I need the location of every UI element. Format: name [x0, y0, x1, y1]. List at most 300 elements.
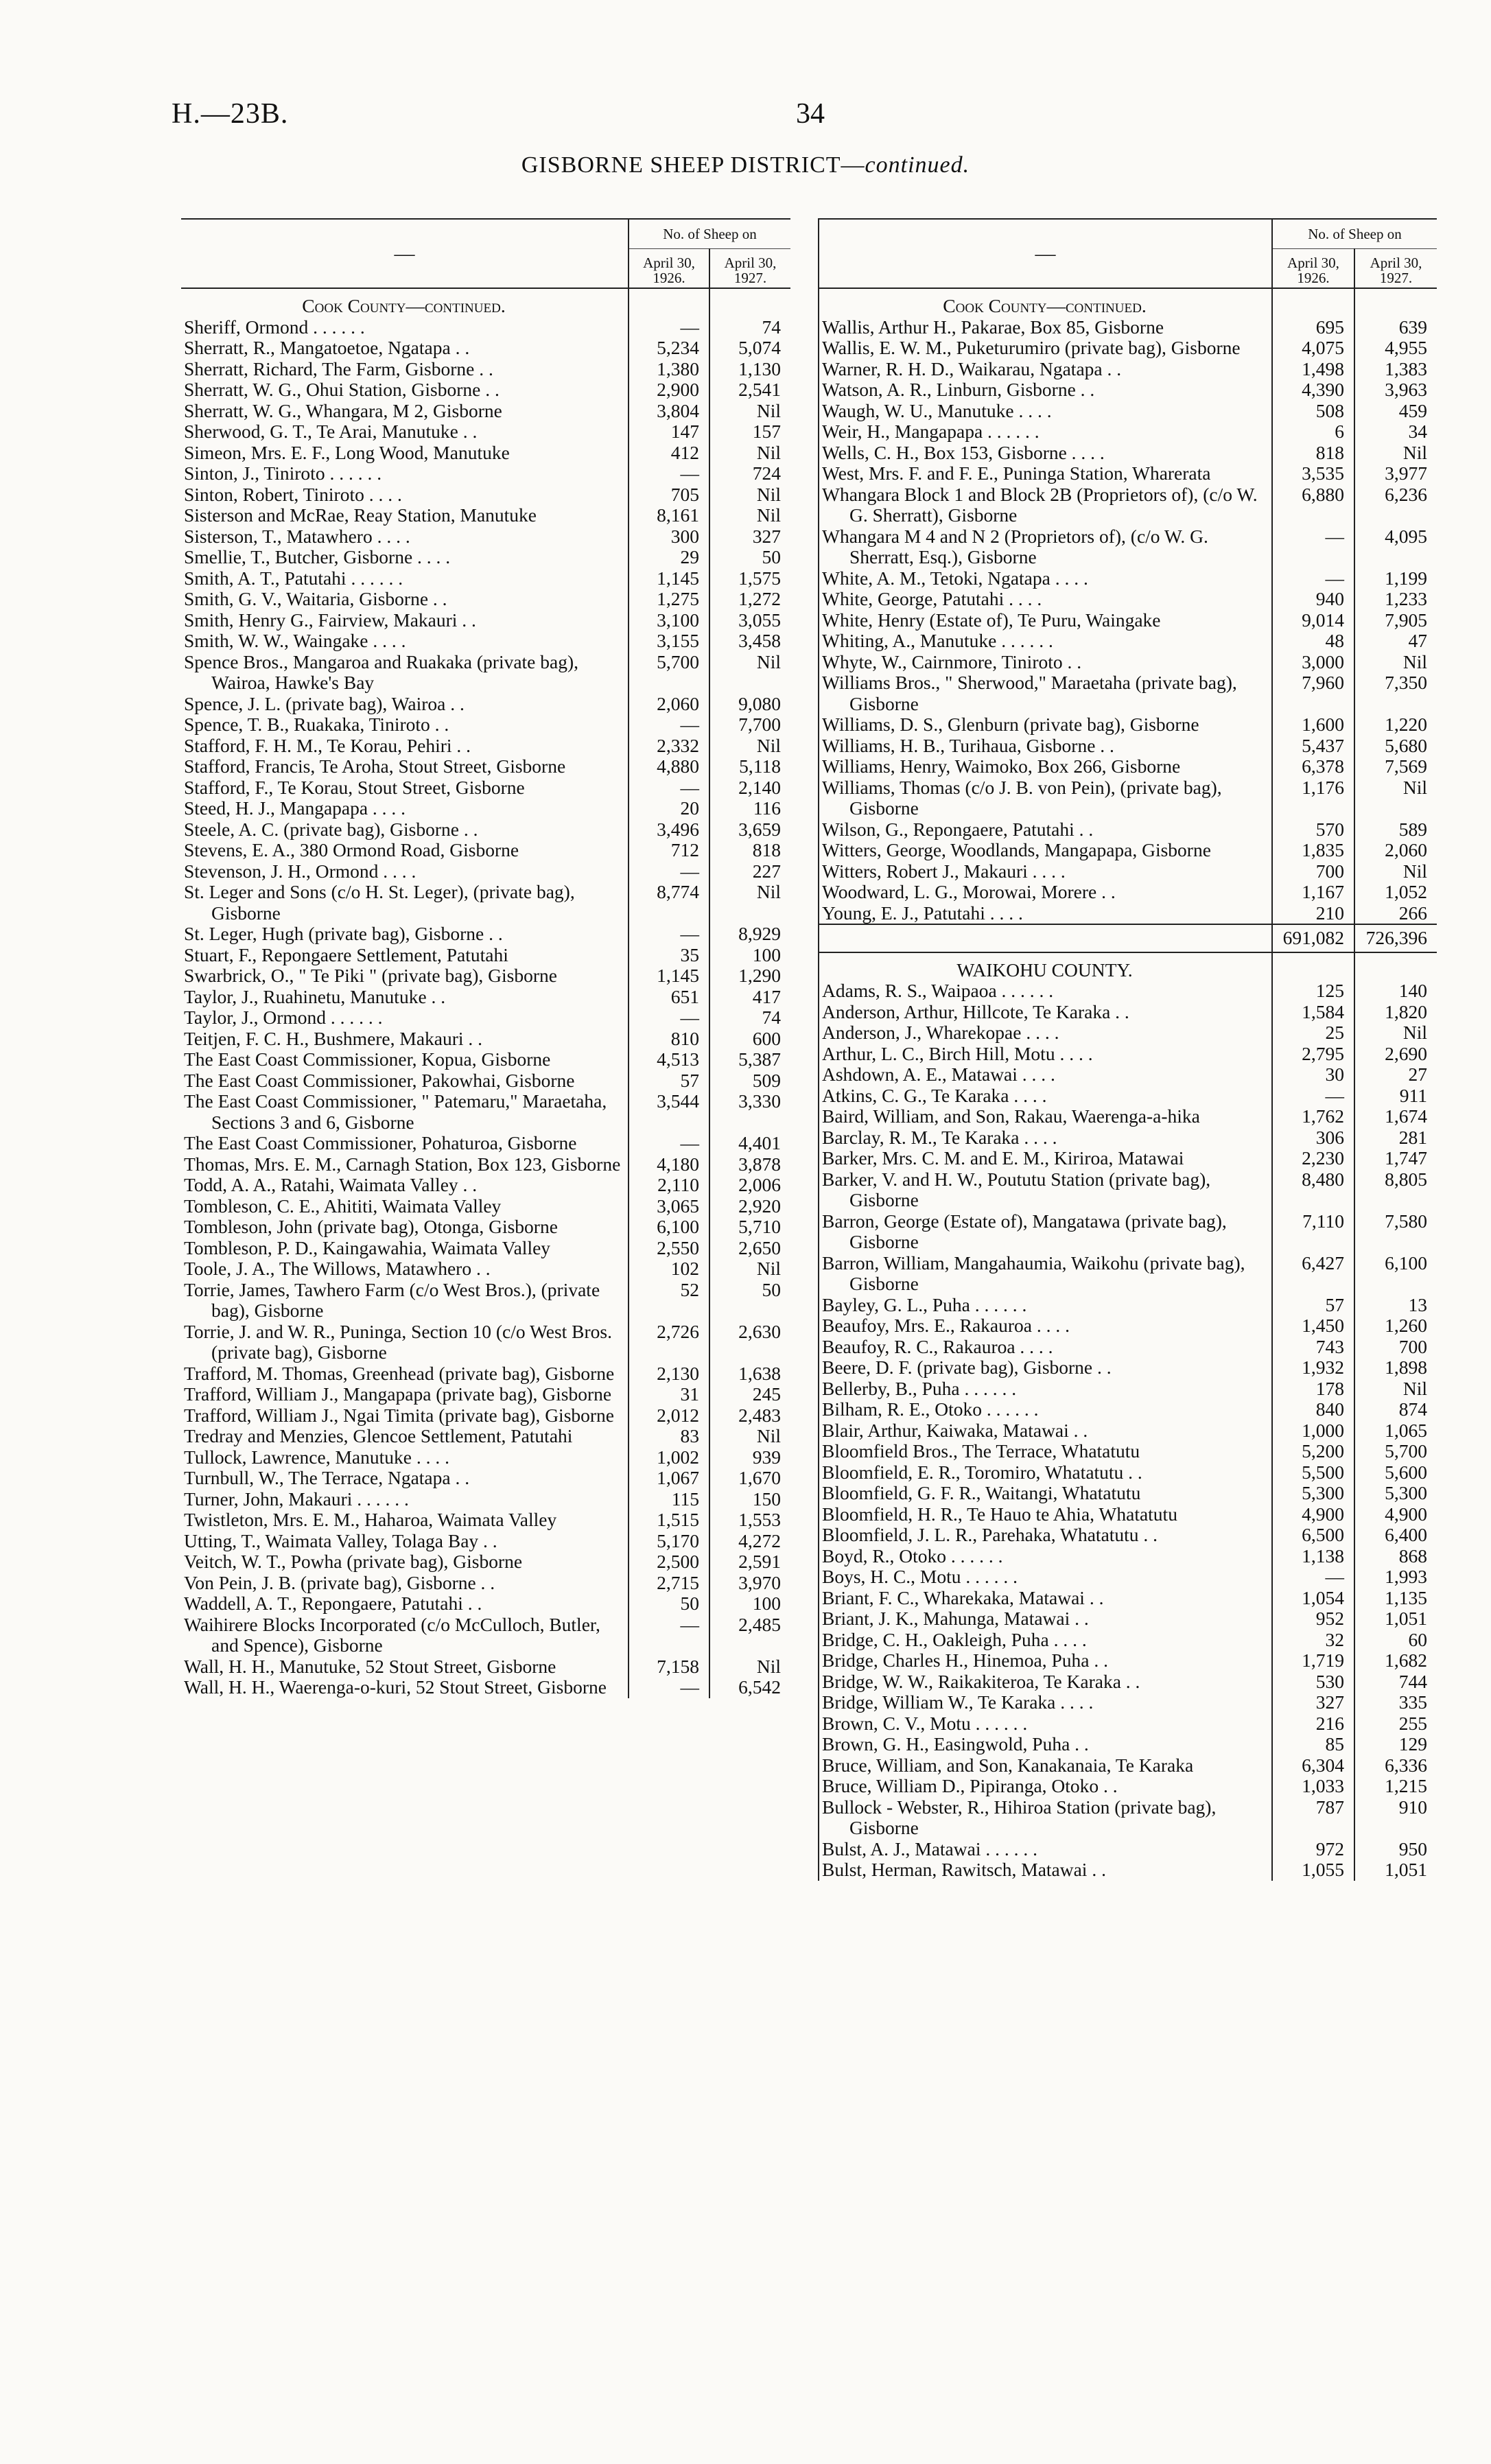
- owner-name: [819, 1169, 1272, 1211]
- table-row: [181, 1468, 790, 1489]
- table-row: [819, 1692, 1437, 1713]
- sheep-count-1926: 306: [1272, 1127, 1354, 1149]
- sheep-count-1927: 100: [709, 1593, 790, 1615]
- sheep-count-1927: Nil: [1354, 443, 1437, 464]
- sheep-count-1926: 35: [629, 945, 709, 966]
- sheep-count-1927: 3,878: [709, 1154, 790, 1175]
- table-row: [819, 1859, 1437, 1881]
- table-row: [819, 1295, 1437, 1316]
- sheep-count-1927: Nil: [709, 443, 790, 464]
- sheep-count-1926: 7,960: [1272, 672, 1354, 714]
- sheep-count-1927: Nil: [709, 882, 790, 924]
- sheep-count-1927: 3,458: [709, 631, 790, 652]
- owner-name-text: Tredray and Menzies, Glencoe Settlement, Patutahi: [184, 1425, 573, 1446]
- table-row: [819, 714, 1437, 736]
- owner-name: [819, 1127, 1272, 1149]
- sheep-count-1926: 2,230: [1272, 1148, 1354, 1169]
- table-row: [819, 589, 1437, 610]
- sheep-count-1926: 4,180: [629, 1154, 709, 1175]
- sheep-count-1926: 3,496: [629, 819, 709, 841]
- sheep-count-1927: 2,483: [709, 1405, 790, 1427]
- table-row: [181, 484, 790, 506]
- owner-name-text: Weir, H., Mangapapa . . . . . .: [822, 421, 1040, 442]
- sheep-count-1926: 5,437: [1272, 736, 1354, 757]
- sheep-count-1926: 8,161: [629, 505, 709, 526]
- table-row: [181, 443, 790, 464]
- table-row: [819, 1776, 1437, 1797]
- owner-name: [819, 317, 1272, 338]
- owner-name-text: Bruce, William, and Son, Kanakanaia, Te Karaka: [822, 1754, 1194, 1776]
- table-row: [181, 924, 790, 945]
- sheep-table-right: [819, 218, 1437, 1881]
- owner-name-text: Wilson, G., Repongaere, Patutahi . .: [822, 818, 1094, 840]
- owner-name-text: Young, E. J., Patutahi . . . .: [822, 902, 1023, 924]
- owner-name-text: Stafford, Francis, Te Aroha, Stout Street, Gisborne: [184, 755, 566, 777]
- table-row: [819, 1211, 1437, 1253]
- sheep-count-1926: 32: [1272, 1630, 1354, 1651]
- sheep-count-1926: 743: [1272, 1337, 1354, 1358]
- sheep-count-1926: 1,762: [1272, 1106, 1354, 1127]
- table-row: [181, 1615, 790, 1656]
- owner-name-text: Teitjen, F. C. H., Bushmere, Makauri . .: [184, 1027, 483, 1049]
- owner-name-text: Barker, V. and H. W., Poututu Station (private bag), Gisborne: [822, 1168, 1211, 1210]
- sheep-count-1927: 9,080: [709, 694, 790, 715]
- sheep-count-1927: 589: [1354, 819, 1437, 841]
- name-column-header: —: [394, 242, 415, 265]
- owner-name: [181, 359, 629, 380]
- sheep-count-1926: 508: [1272, 401, 1354, 422]
- table-row: [181, 463, 790, 484]
- owner-name: [181, 547, 629, 568]
- owner-name-text: Todd, A. A., Ratahi, Waimata Valley . .: [184, 1174, 478, 1195]
- sheep-count-1927: 5,600: [1354, 1462, 1437, 1483]
- table-row: [819, 610, 1437, 631]
- owner-name: [181, 945, 629, 966]
- table-row: [819, 1713, 1437, 1735]
- sheep-count-1927: 2,690: [1354, 1044, 1437, 1065]
- table-row: [819, 1839, 1437, 1860]
- sheep-count-1926: 818: [1272, 443, 1354, 464]
- sheep-count-1926: 327: [1272, 1692, 1354, 1713]
- owner-name: [819, 1462, 1272, 1483]
- sheep-count-1926: 3,535: [1272, 463, 1354, 484]
- table-row: [819, 1441, 1437, 1462]
- table-row: [181, 338, 790, 359]
- sheep-count-1926: 2,900: [629, 379, 709, 401]
- owner-name: [819, 714, 1272, 736]
- owner-name-text: Bridge, C. H., Oakleigh, Puha . . . .: [822, 1628, 1087, 1650]
- table-row: [819, 359, 1437, 380]
- sheep-count-1926: 1,835: [1272, 840, 1354, 861]
- sheep-count-1927: 8,929: [709, 924, 790, 945]
- owner-name: [819, 401, 1272, 422]
- sheep-count-1926: 2,550: [629, 1238, 709, 1259]
- owner-name-text: Stuart, F., Repongaere Settlement, Patutahi: [184, 943, 508, 965]
- owner-name: [181, 1029, 629, 1050]
- table-row: [819, 1002, 1437, 1023]
- owner-name: [819, 1650, 1272, 1671]
- sheep-count-1927: 1,135: [1354, 1588, 1437, 1609]
- owner-name: [181, 861, 629, 882]
- owner-name: [181, 1238, 629, 1259]
- sheep-count-1927: 3,977: [1354, 463, 1437, 484]
- sheep-count-1926: 840: [1272, 1399, 1354, 1420]
- sheep-count-1927: 150: [709, 1489, 790, 1510]
- sheep-count-1927: 4,955: [1354, 338, 1437, 359]
- owner-name: [181, 568, 629, 589]
- owner-name-text: Whangara M 4 and N 2 (Proprietors of), (c/o W. G. Sherratt, Esq.), Gisborne: [822, 525, 1208, 567]
- owner-name-text: Williams, H. B., Turihaua, Gisborne . .: [822, 734, 1114, 756]
- table-row: [819, 421, 1437, 443]
- owner-name: [819, 421, 1272, 443]
- owner-name: [181, 1196, 629, 1217]
- page-title-continued: continued.: [865, 152, 970, 178]
- table-row: [819, 1797, 1437, 1839]
- owner-name-text: Anderson, J., Wharekopae . . . .: [822, 1022, 1059, 1043]
- sheep-count-1927: 911: [1354, 1086, 1437, 1107]
- sheep-count-1926: 2,110: [629, 1175, 709, 1196]
- sheep-count-1926: 4,513: [629, 1049, 709, 1070]
- owner-name: [181, 589, 629, 610]
- owner-name-text: Thomas, Mrs. E. M., Carnagh Station, Box 123, Gisborne: [184, 1153, 621, 1175]
- owner-name-text: Stafford, F. H. M., Te Korau, Pehiri . .: [184, 734, 471, 756]
- sheep-count-1927: 950: [1354, 1839, 1437, 1860]
- sheep-count-1927: 639: [1354, 317, 1437, 338]
- sheep-count-1926: 2,012: [629, 1405, 709, 1427]
- right-column: [818, 218, 1437, 1881]
- sheep-count-1926: 412: [629, 443, 709, 464]
- table-row: [181, 1405, 790, 1427]
- sheep-count-1926: —: [629, 924, 709, 945]
- sheep-count-1926: 125: [1272, 981, 1354, 1002]
- owner-name: [181, 1091, 629, 1133]
- sheep-count-1926: 5,170: [629, 1531, 709, 1552]
- sheep-count-1927: 7,350: [1354, 672, 1437, 714]
- table-row: [819, 1546, 1437, 1567]
- owner-name: [181, 1384, 629, 1405]
- owner-name: [181, 1154, 629, 1175]
- sheep-count-1927: 1,820: [1354, 1002, 1437, 1023]
- owner-name: [819, 1755, 1272, 1776]
- owner-name-text: Sinton, J., Tiniroto . . . . . .: [184, 462, 382, 484]
- owner-name-text: Bloomfield, G. F. R., Waitangi, Whatatutu: [822, 1482, 1141, 1503]
- owner-name-text: Boys, H. C., Motu . . . . . .: [822, 1566, 1018, 1587]
- owner-name: [819, 1839, 1272, 1860]
- sheep-count-1926: 787: [1272, 1797, 1354, 1839]
- sheep-count-1926: 216: [1272, 1713, 1354, 1735]
- owner-name-text: Taylor, J., Ruahinetu, Manutuke . .: [184, 985, 446, 1007]
- owner-name: [819, 1211, 1272, 1253]
- sheep-count-1927: 129: [1354, 1734, 1437, 1755]
- table-row: [181, 1091, 790, 1133]
- sheep-count-1926: 4,900: [1272, 1504, 1354, 1525]
- sheep-count-1926: 85: [1272, 1734, 1354, 1755]
- table-row: [181, 694, 790, 715]
- sheep-count-1927: 1,233: [1354, 589, 1437, 610]
- sheep-count-1926: 57: [1272, 1295, 1354, 1316]
- sheep-count-1926: —: [1272, 526, 1354, 568]
- table-row: [181, 589, 790, 610]
- sheep-count-1926: 5,234: [629, 338, 709, 359]
- owner-name: [181, 736, 629, 757]
- owner-name: [181, 1070, 629, 1092]
- sheep-count-1926: 29: [629, 547, 709, 568]
- owner-name-text: Bloomfield Bros., The Terrace, Whatatutu: [822, 1440, 1140, 1462]
- owner-name-text: Bilham, R. E., Otoko . . . . . .: [822, 1398, 1039, 1420]
- table-row: [819, 819, 1437, 841]
- owner-name: [181, 338, 629, 359]
- owner-name: [181, 1175, 629, 1196]
- table-row: [819, 861, 1437, 882]
- owner-name: [819, 1671, 1272, 1693]
- owner-name-text: Smith, Henry G., Fairview, Makauri . .: [184, 609, 476, 631]
- owner-name: [181, 1573, 629, 1594]
- sheep-count-1926: 651: [629, 987, 709, 1008]
- sheep-count-1926: [629, 289, 709, 317]
- table-row: [819, 1127, 1437, 1149]
- owner-name: [819, 1420, 1272, 1442]
- sheep-count-1927: 700: [1354, 1337, 1437, 1358]
- owner-name: [181, 1615, 629, 1656]
- owner-name: [819, 1253, 1272, 1295]
- owner-name-text: Beere, D. F. (private bag), Gisborne . .: [822, 1357, 1112, 1378]
- owner-name-text: Whangara Block 1 and Block 2B (Proprietors of), (c/o W. G. Sherratt), Gisborne: [822, 483, 1258, 526]
- sheep-count-1926: 1,515: [629, 1510, 709, 1531]
- sheep-count-1927: 1,065: [1354, 1420, 1437, 1442]
- sheep-count-1926: —: [629, 777, 709, 799]
- table-row: [819, 631, 1437, 652]
- owner-name: [819, 610, 1272, 631]
- sheep-count-1927: 47: [1354, 631, 1437, 652]
- owner-name: [819, 1734, 1272, 1755]
- sheep-count-1927: 1,260: [1354, 1315, 1437, 1337]
- sheep-count-1927: [1354, 952, 1437, 981]
- sheep-count-1927: 1,993: [1354, 1567, 1437, 1588]
- table-row: [181, 1196, 790, 1217]
- total-1927: 726,396: [1354, 924, 1437, 952]
- owner-name-text: Bulst, Herman, Rawitsch, Matawai . .: [822, 1859, 1106, 1880]
- owner-name: [181, 1677, 629, 1698]
- sheep-count-1926: 6,880: [1272, 484, 1354, 526]
- table-row: [819, 1169, 1437, 1211]
- owner-name-text: St. Leger, Hugh (private bag), Gisborne . .: [184, 923, 503, 944]
- owner-name: [819, 1295, 1272, 1316]
- owner-name-text: Steele, A. C. (private bag), Gisborne . .: [184, 818, 478, 840]
- owner-name-text: Bloomfield, H. R., Te Hauo te Ahia, Whatatutu: [822, 1503, 1177, 1525]
- sheep-count-1927: 5,074: [709, 338, 790, 359]
- table-row: [181, 1175, 790, 1196]
- owner-name: [181, 1007, 629, 1029]
- sheep-count-1927: 2,920: [709, 1196, 790, 1217]
- owner-name: [181, 1551, 629, 1573]
- owner-name-text: Adams, R. S., Waipaoa . . . . . .: [822, 980, 1054, 1001]
- table-row: [181, 756, 790, 777]
- sheep-count-1927: 724: [709, 463, 790, 484]
- sheep-count-1927: 50: [709, 547, 790, 568]
- owner-name-text: The East Coast Commissioner, " Patemaru," Maraetaha, Sections 3 and 6, Gisborne: [184, 1090, 607, 1133]
- sheep-count-1927: 8,805: [1354, 1169, 1437, 1211]
- sheep-count-1926: 3,544: [629, 1091, 709, 1133]
- owner-name: [819, 861, 1272, 882]
- owner-name-text: Tullock, Lawrence, Manutuke . . . .: [184, 1446, 449, 1468]
- owner-name-text: Briant, F. C., Wharekaka, Matawai . .: [822, 1586, 1104, 1608]
- sheep-count-1926: 705: [629, 484, 709, 506]
- owner-name-text: Whyte, W., Cairnmore, Tiniroto . .: [822, 650, 1082, 672]
- table-row: [819, 338, 1437, 359]
- sheep-count-1926: 972: [1272, 1839, 1354, 1860]
- owner-name: [819, 882, 1272, 903]
- owner-name-text: Sherratt, Richard, The Farm, Gisborne . .: [184, 357, 493, 379]
- owner-name-text: Bridge, Charles H., Hinemoa, Puha . .: [822, 1650, 1109, 1671]
- sheep-count-1927: 1,575: [709, 568, 790, 589]
- sheep-count-1927: 5,387: [709, 1049, 790, 1070]
- section-heading: [181, 289, 629, 317]
- sheep-count-1926: 102: [629, 1258, 709, 1280]
- table-row: [819, 1650, 1437, 1671]
- sheep-count-1927: 1,670: [709, 1468, 790, 1489]
- sheep-count-1926: 3,065: [629, 1196, 709, 1217]
- year-1926-header: April 30, 1926.: [1272, 249, 1354, 289]
- table-row: [819, 1630, 1437, 1651]
- table-row: [181, 1258, 790, 1280]
- owner-name: [819, 1713, 1272, 1735]
- owner-name: [181, 610, 629, 631]
- owner-name-text: Barker, Mrs. C. M. and E. M., Kiriroa, Matawai: [822, 1147, 1184, 1169]
- owner-name: [819, 736, 1272, 757]
- sheep-count-1926: 5,300: [1272, 1483, 1354, 1504]
- table-row: [819, 484, 1437, 526]
- owner-name-text: Brown, G. H., Easingwold, Puha . .: [822, 1733, 1089, 1755]
- owner-name: [819, 756, 1272, 777]
- owner-name-text: Beaufoy, R. C., Rakauroa . . . .: [822, 1335, 1053, 1357]
- sheep-count-1927: 27: [1354, 1064, 1437, 1086]
- sheep-count-1926: —: [1272, 568, 1354, 589]
- sheep-count-1927: Nil: [709, 1656, 790, 1678]
- sheep-count-1927: 1,638: [709, 1363, 790, 1385]
- owner-name-text: The East Coast Commissioner, Pakowhai, Gisborne: [184, 1069, 575, 1091]
- table-row: [181, 1677, 790, 1698]
- owner-name-text: Smellie, T., Butcher, Gisborne . . . .: [184, 546, 451, 567]
- owner-name: [181, 401, 629, 422]
- table-row: [819, 1608, 1437, 1630]
- owner-name-text: Stevenson, J. H., Ormond . . . .: [184, 860, 416, 882]
- sheep-count-1926: 1,055: [1272, 1859, 1354, 1881]
- sheep-count-1926: 2,500: [629, 1551, 709, 1573]
- sheep-count-1926: 4,880: [629, 756, 709, 777]
- table-row: [819, 317, 1437, 338]
- owner-name-text: Stevens, E. A., 380 Ormond Road, Gisborne: [184, 839, 519, 860]
- table-row: [181, 505, 790, 526]
- owner-name: [181, 714, 629, 736]
- sheep-count-1926: 57: [629, 1070, 709, 1092]
- owner-name-text: Wall, H. H., Waerenga-o-kuri, 52 Stout Street, Gisborne: [184, 1676, 607, 1698]
- sheep-count-1927: 459: [1354, 401, 1437, 422]
- owner-name-text: Torrie, J. and W. R., Puninga, Section 10 (c/o West Bros. (private bag), Gisborne: [184, 1320, 612, 1363]
- sheep-count-1927: 335: [1354, 1692, 1437, 1713]
- owner-name: [181, 652, 629, 694]
- owner-name-text: Trafford, M. Thomas, Greenhead (private bag), Gisborne: [184, 1362, 615, 1384]
- owner-name: [181, 1322, 629, 1363]
- table-row: [819, 840, 1437, 861]
- sheep-count-1927: 3,330: [709, 1091, 790, 1133]
- owner-name: [819, 1441, 1272, 1462]
- sheep-count-1926: 50: [629, 1593, 709, 1615]
- owner-name: [181, 798, 629, 819]
- owner-name-text: Sinton, Robert, Tiniroto . . . .: [184, 483, 402, 505]
- sheep-count-1927: Nil: [1354, 861, 1437, 882]
- owner-name: [819, 1546, 1272, 1567]
- table-row: [181, 987, 790, 1008]
- table-row: [181, 1551, 790, 1573]
- owner-name-text: Barron, William, Mangahaumia, Waikohu (private bag), Gisborne: [822, 1252, 1245, 1294]
- owner-name-text: Boyd, R., Otoko . . . . . .: [822, 1545, 1003, 1567]
- sheep-count-1927: 157: [709, 421, 790, 443]
- table-row: [181, 1384, 790, 1405]
- sheep-count-1926: —: [629, 861, 709, 882]
- sheep-count-1926: 30: [1272, 1064, 1354, 1086]
- table-row: [181, 359, 790, 380]
- sheep-count-1927: 281: [1354, 1127, 1437, 1149]
- page-number: 34: [796, 98, 825, 130]
- sheep-count-1926: 300: [629, 526, 709, 548]
- owner-name: [819, 1692, 1272, 1713]
- owner-name-text: Steed, H. J., Mangapapa . . . .: [184, 797, 406, 819]
- sheep-count-1927: Nil: [709, 484, 790, 506]
- sheep-count-1927: 1,130: [709, 359, 790, 380]
- owner-name: [819, 1357, 1272, 1378]
- owner-name-text: Bruce, William D., Pipiranga, Otoko . .: [822, 1775, 1118, 1796]
- owner-name-text: Bridge, W. W., Raikakiteroa, Te Karaka . .: [822, 1670, 1140, 1692]
- owner-name-text: Witters, Robert J., Makauri . . . .: [822, 860, 1066, 882]
- sheep-count-1927: 266: [1354, 903, 1437, 925]
- sheep-count-1927: 1,220: [1354, 714, 1437, 736]
- sheep-count-1926: 2,726: [629, 1322, 709, 1363]
- table-row: [181, 1573, 790, 1594]
- sheep-count-1927: 1,051: [1354, 1859, 1437, 1881]
- owner-name-text: Williams, D. S., Glenburn (private bag), Gisborne: [822, 714, 1199, 735]
- owner-name-text: Barclay, R. M., Te Karaka . . . .: [822, 1126, 1057, 1148]
- owner-name-text: Briant, J. K., Mahunga, Matawai . .: [822, 1608, 1089, 1629]
- sheep-count-1926: —: [629, 714, 709, 736]
- sheep-count-1927: 4,095: [1354, 526, 1437, 568]
- sheep-count-1926: 52: [629, 1280, 709, 1322]
- owner-name-text: Trafford, William J., Ngai Timita (private bag), Gisborne: [184, 1404, 615, 1426]
- sheep-count-1927: 100: [709, 945, 790, 966]
- sheep-count-1927: 7,569: [1354, 756, 1437, 777]
- sheep-count-1926: 3,000: [1272, 652, 1354, 673]
- sheep-count-1926: 9,014: [1272, 610, 1354, 631]
- sheep-count-1926: 1,275: [629, 589, 709, 610]
- sheep-count-1926: 1,719: [1272, 1650, 1354, 1671]
- sheep-count-1926: —: [629, 1677, 709, 1698]
- owner-name-text: Smith, A. T., Patutahi . . . . . .: [184, 567, 403, 589]
- owner-name: [181, 1468, 629, 1489]
- table-row: [819, 1399, 1437, 1420]
- owner-name: [819, 1086, 1272, 1107]
- sheep-count-1926: 6,500: [1272, 1525, 1354, 1546]
- owner-name: [181, 840, 629, 861]
- owner-name: [819, 1064, 1272, 1086]
- sheep-count-1927: 600: [709, 1029, 790, 1050]
- owner-name: [819, 1797, 1272, 1839]
- sheep-count-1926: 712: [629, 840, 709, 861]
- table-row: [819, 1588, 1437, 1609]
- year-1927-header: April 30, 1927.: [709, 249, 790, 289]
- sheep-count-1926: 48: [1272, 631, 1354, 652]
- sheep-count-1926: 6,304: [1272, 1755, 1354, 1776]
- sheep-count-1927: 1,290: [709, 965, 790, 987]
- table-row: [181, 945, 790, 966]
